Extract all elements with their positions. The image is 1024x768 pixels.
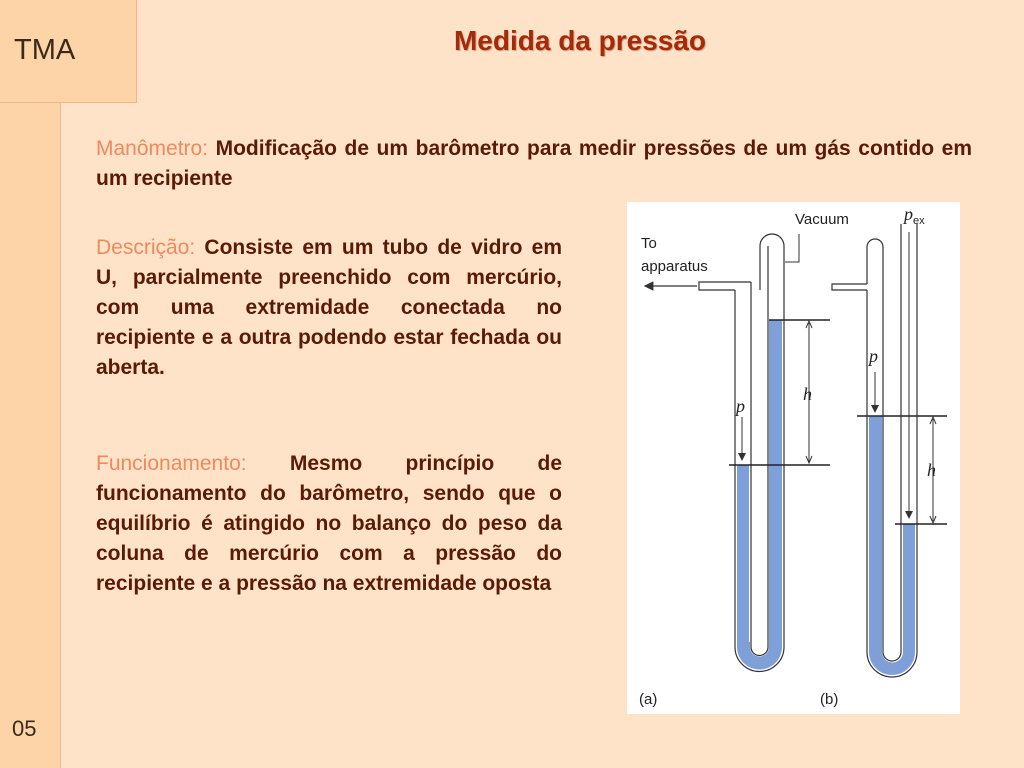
paragraph-manometro — [96, 134, 972, 194]
label-a: (a) — [639, 691, 658, 708]
term-descricao: Descrição: — [96, 236, 196, 259]
brand-box — [0, 0, 137, 103]
manometer-diagram — [627, 202, 960, 714]
label-pex-base: p — [904, 204, 913, 224]
slide-title: Medida da pressão — [453, 25, 707, 56]
label-vacuum: Vacuum — [795, 211, 849, 228]
label-to: To — [641, 235, 657, 252]
paragraph-funcionamento — [96, 449, 562, 599]
term-funcionamento: Funcionamento: — [96, 452, 247, 475]
label-h-b: h — [927, 460, 936, 480]
page-number: 05 — [12, 716, 37, 741]
term-manometro: Manômetro: — [96, 137, 209, 160]
vacuum-pointer — [785, 234, 799, 262]
label-p-b: p — [869, 346, 878, 366]
left-decorative-strip — [0, 0, 61, 768]
label-p-a: p — [736, 396, 745, 416]
label-b: (b) — [820, 691, 839, 708]
label-apparatus: apparatus — [641, 258, 708, 275]
mercury-b — [869, 416, 915, 675]
mercury-a — [737, 320, 782, 670]
paragraph-descricao — [96, 233, 562, 383]
text-descricao: Consiste em um tubo de vidro em U, parcialmente preenchido com mercúrio, com uma extremidade conectada no recipiente e a outra podendo estar fechada ou aberta. — [96, 236, 562, 379]
label-pex-sub: ex — [913, 215, 925, 227]
manometer-figure — [627, 202, 960, 714]
brand-label: TMA — [14, 34, 76, 66]
text-funcionamento: Mesmo princípio de funcionamento do barômetro, sendo que o equilíbrio é atingido no balanço do peso da coluna de mercúrio com a pressão do recipiente e a pressão na extremidade oposta — [96, 452, 562, 595]
label-h-a: h — [803, 384, 812, 404]
label-pex — [902, 204, 925, 227]
text-manometro: Modificação de um barômetro para medir pressões de um gás contido em um recipiente — [96, 137, 972, 190]
